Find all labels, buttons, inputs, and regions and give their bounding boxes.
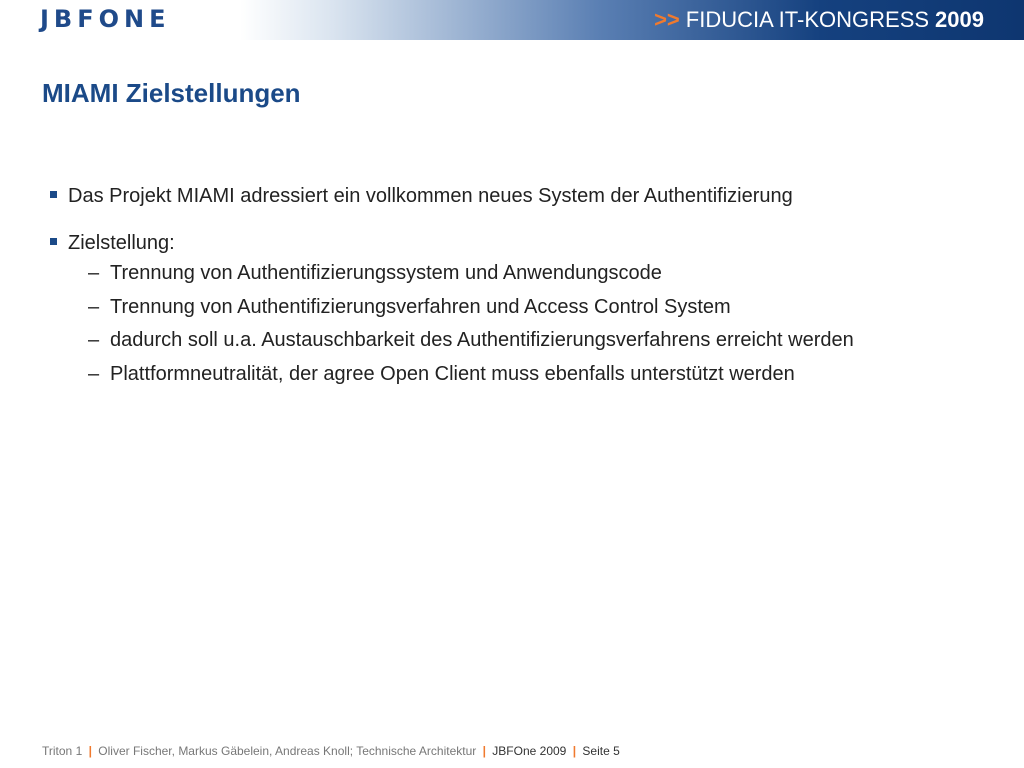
sub-item xyxy=(50,257,990,291)
slide-title: MIAMI Zielstellungen xyxy=(42,78,301,108)
slide-content xyxy=(50,182,990,391)
congress-banner xyxy=(654,6,984,34)
bullet-text: Das Projekt MIAMI adressiert ein vollkommen neues System der Authentifizierung xyxy=(68,185,793,207)
sub-item-text: Trennung von Authentifizierungsverfahren und Access Control System xyxy=(110,295,731,318)
square-bullet-icon xyxy=(50,238,57,245)
dash-bullet-icon: – xyxy=(88,295,100,318)
arrows-icon: >> xyxy=(654,7,680,32)
footer xyxy=(42,744,620,758)
footer-separator: | xyxy=(572,744,577,758)
sub-item-text: dadurch soll u.a. Austauschbarkeit des Authentifizierungsverfahrens erreicht werden xyxy=(110,329,854,351)
footer-separator: | xyxy=(482,744,486,758)
footer-page-number: Seite 5 xyxy=(582,744,620,758)
square-bullet-icon xyxy=(50,191,57,198)
sub-item-text: Plattformneutralität, der agree Open Client muss ebenfalls unterstützt werden xyxy=(110,362,795,385)
dash-bullet-icon: – xyxy=(88,262,100,284)
bullet-item xyxy=(50,229,990,257)
congress-year: 2009 xyxy=(935,7,984,32)
sub-item xyxy=(50,358,990,392)
bullet-text: Zielstellung: xyxy=(68,232,175,254)
bullet-item xyxy=(50,182,990,210)
congress-name: FIDUCIA IT-KONGRESS xyxy=(685,7,930,32)
sub-item xyxy=(50,291,990,325)
footer-event: JBFOne 2009 xyxy=(492,744,567,758)
footer-separator: | xyxy=(88,744,92,758)
footer-project: Triton 1 xyxy=(42,744,83,758)
jbfone-logo xyxy=(40,4,171,34)
sub-item xyxy=(50,324,990,358)
dash-bullet-icon: – xyxy=(88,329,100,351)
header-bar xyxy=(0,0,1024,40)
dash-bullet-icon: – xyxy=(88,362,100,385)
footer-authors: Oliver Fischer, Markus Gäbelein, Andreas Knoll; Technische Architektur xyxy=(98,744,477,758)
logo-text: JBFONE xyxy=(40,5,171,33)
sub-item-text: Trennung von Authentifizierungssystem und Anwendungscode xyxy=(110,262,662,284)
